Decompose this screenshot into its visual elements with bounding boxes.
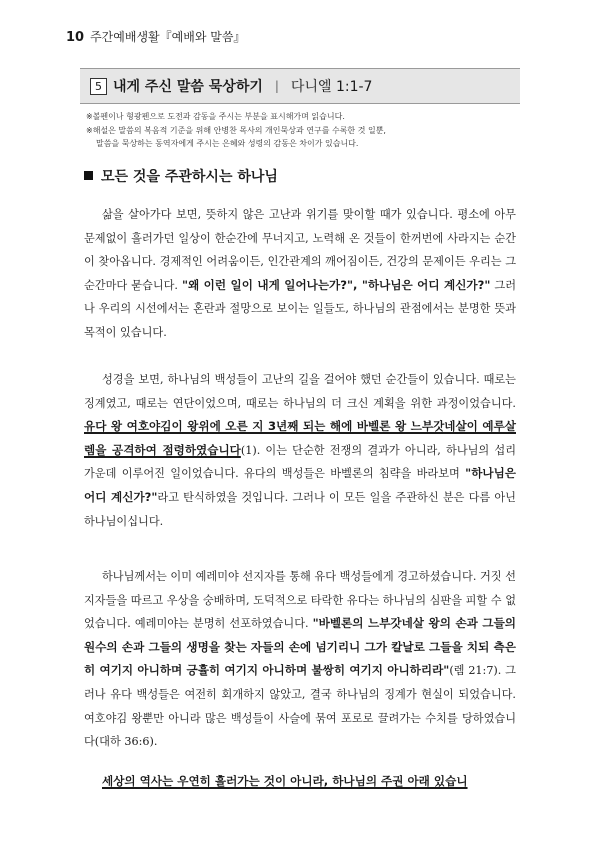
paragraph-text: 성경을 보면, 하나님의 백성들이 고난의 길을 걸어야 했던 순간들이 있습니다. 때로는 징계였고, 때로는 연단이었으며, 때로는 하나님의 더 크신 계획을 위한 과정이었습니다.: [84, 373, 516, 410]
page-number: 10: [66, 30, 85, 45]
note-line: ※해설은 말씀의 복음적 기준을 위해 안병찬 목사의 개인묵상과 연구를 수록한 것 일뿐,: [86, 125, 386, 135]
paragraph: [84, 368, 516, 533]
emphasized-quote: "왜 이런 일이 내게 일어나는가?", "하나님은 어디 계신가?": [181, 277, 491, 292]
section-heading: [84, 166, 278, 186]
paragraph: [84, 770, 516, 794]
emphasized-quote: "하나님은 어디 계신가?": [84, 466, 516, 504]
underlined-emphasis: 세상의 역사는 우연히 흘러가는 것이 아니라, 하나님의 주권 아래 있습니: [102, 774, 468, 788]
reading-notes: [86, 110, 526, 151]
underlined-emphasis: 유다 왕 여호야김이 왕위에 오른 지 3년째 되는 해에 바벨론 왕 느부갓네살이 예루살렘을 공격하여 점령하였습니다: [84, 419, 516, 457]
paragraph: [84, 565, 516, 754]
paragraph-text: 라고 탄식하였을 것입니다. 그러나 이 모든 일을 주관하신 분은 다름 아닌 하나님이십니다.: [84, 490, 516, 528]
page-header: [66, 28, 536, 45]
scripture-reference: 다니엘 1:1-7: [290, 79, 373, 95]
note-line: 말씀을 묵상하는 동역자에게 주시는 은혜와 성령의 감동은 차이가 있습니다.: [96, 139, 359, 148]
note-line: ※볼펜이나 형광펜으로 도전과 감동을 주시는 부분을 표시해가며 읽습니다.: [86, 112, 345, 121]
paragraph: [84, 203, 516, 345]
section-title-box: [80, 68, 520, 104]
section-title: 내게 주신 말씀 묵상하기: [113, 79, 263, 95]
paragraph-text: 하나님께서는 이미 예레미야 선지자를 통해 유다 백성들에게 경고하셨습니다. 거짓 선지자들을 따르고 우상을 숭배하며, 도덕적으로 타락한 유다는 하나님의 심판을 피할 수 없었습니다. 예레미야는 분명히 선포하였습니다.: [84, 570, 516, 631]
paragraph-text: 그러나 우리의 시선에서는 혼란과 절망으로 보이는 일들도, 하나님의 관점에서는 분명한 뜻과 목적이 있습니다.: [84, 278, 516, 339]
heading-text: 모든 것을 주관하시는 하나님: [101, 169, 278, 185]
square-bullet-icon: [84, 171, 93, 180]
title-separator: |: [274, 79, 279, 93]
paragraph-text: 삶을 살아가다 보면, 뜻하지 않은 고난과 위기를 맞이할 때가 있습니다. 평소에 아무 문제없이 흘러가던 일상이 한순간에 무너지고, 노력해 온 것들이 한꺼번에 사라지는 순간이 찾아옵니다. 경제적인 어려움이든, 인간관계의 깨어짐이든, 건강의 문제이든 우리는 그 순간마다 묻습니다.: [84, 208, 516, 292]
emphasized-quote: "바벨론의 느부갓네살 왕의 손과 그들의 원수의 손과 그들의 생명을 찾는 자들의 손에 넘기리니 그가 칼날로 그들을 치되 측은히 여기지 아니하며 긍휼히 여기지 아니하며 불쌍히 여기지 아니하리라": [84, 616, 516, 678]
paragraph-text: (렘 21:7). 그러나 유다 백성들은 여전히 회개하지 않았고, 결국 하나님의 징계가 현실이 되었습니다. 여호야김 왕뿐만 아니라 많은 백성들이 사슬에 묶여 포로로 끌려가는 수치를 당하였습니다(대하 36:6).: [84, 664, 516, 749]
paragraph-text: (1). 이는 단순한 전쟁의 결과가 아니라, 하나님의 섭리 가운데 이루어진 일이었습니다. 유다의 백성들은 바벨론의 침략을 바라보며: [84, 443, 516, 481]
running-title: 주간예배생활『예배와 말씀』: [90, 30, 246, 44]
section-number-badge: 5: [90, 78, 107, 95]
